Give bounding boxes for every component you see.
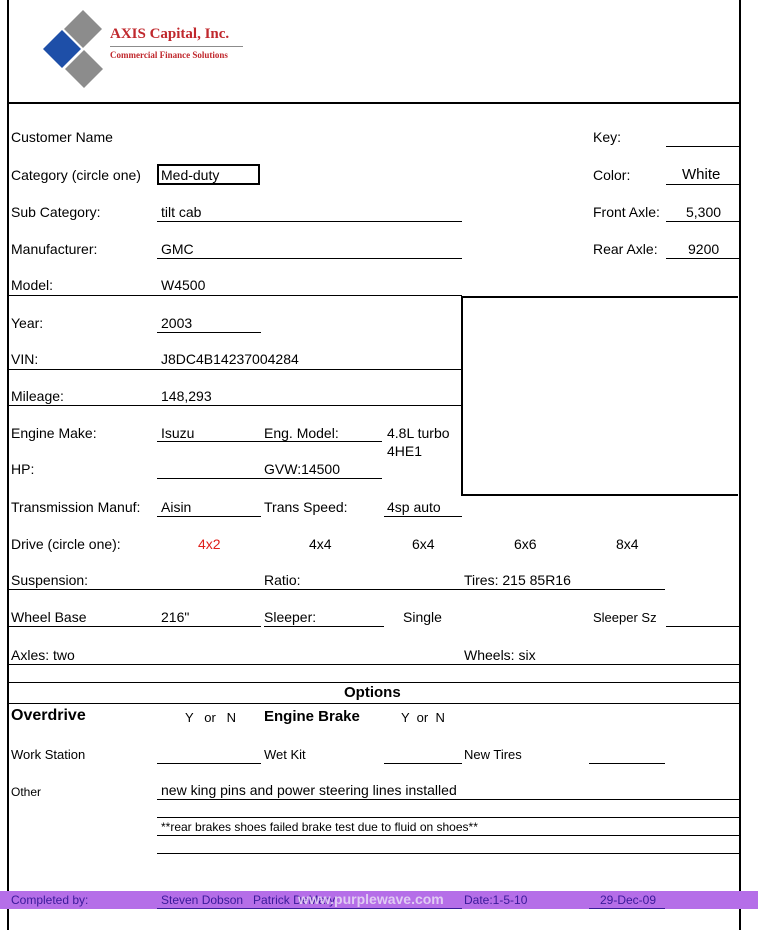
front-axle-line <box>666 221 740 222</box>
options-title: Options <box>344 684 401 701</box>
other-line-3 <box>157 835 740 836</box>
eng-model-label: Eng. Model: <box>264 425 339 441</box>
wheel-base-line <box>9 626 261 627</box>
hp-line <box>157 478 382 479</box>
completed-by-names: Steven Dobson Patrick DeMary <box>161 893 336 907</box>
drive-option-4x4[interactable]: 4x4 <box>309 536 332 552</box>
completed-date-line <box>589 908 665 909</box>
work-station-label: Work Station <box>11 747 86 762</box>
drive-option-6x4[interactable]: 6x4 <box>412 536 435 552</box>
rear-axle-value: 9200 <box>688 241 720 257</box>
sleeper-line <box>264 626 384 627</box>
rear-axle-label: Rear Axle: <box>593 241 658 257</box>
front-axle-label: Front Axle: <box>593 204 660 220</box>
drive-option-6x6[interactable]: 6x6 <box>514 536 537 552</box>
watermark-text: www.purplewave.com <box>298 891 444 907</box>
rear-axle-line <box>666 258 740 259</box>
year-value: 2003 <box>161 315 193 331</box>
manufacturer-value: GMC <box>161 241 194 257</box>
engine-make-value: Isuzu <box>161 425 195 441</box>
overdrive-yes-no[interactable]: Y or N <box>185 710 237 725</box>
drive-option-4x2[interactable]: 4x2 <box>198 536 221 552</box>
manufacturer-line <box>157 258 462 259</box>
other-note-2: **rear brakes shoes failed brake test due to fluid on shoes** <box>161 820 478 834</box>
trans-speed-line <box>384 516 462 517</box>
drive-label: Drive (circle one): <box>11 536 121 552</box>
completed-by-line <box>157 908 462 909</box>
wet-kit-label: Wet Kit <box>264 747 306 762</box>
category-value: Med-duty <box>161 167 220 183</box>
color-field-line <box>666 184 740 185</box>
trans-speed-label: Trans Speed: <box>264 499 348 515</box>
suspension-line <box>9 589 665 590</box>
sleeper-sz-line <box>666 626 740 627</box>
other-line-4 <box>157 853 740 854</box>
sub-category-value: tilt cab <box>161 204 202 220</box>
color-label: Color: <box>593 167 631 183</box>
vehicle-photo-box <box>461 296 738 496</box>
category-label: Category (circle one) <box>11 167 141 183</box>
axles-value: Axles: two <box>11 647 75 663</box>
wet-kit-line <box>384 763 462 764</box>
logo-diamond-icon <box>40 10 120 90</box>
suspension-label: Suspension: <box>11 572 89 588</box>
other-line-1 <box>157 799 740 800</box>
sub-category-line <box>157 221 462 222</box>
vin-value: J8DC4B14237004284 <box>161 351 299 367</box>
header-divider <box>7 102 741 104</box>
sleeper-label: Sleeper: <box>264 609 317 625</box>
model-label: Model: <box>11 277 54 293</box>
tires-value: Tires: 215 85R16 <box>464 572 571 588</box>
manufacturer-label: Manufacturer: <box>11 241 98 257</box>
sleeper-value: Single <box>403 609 442 625</box>
new-tires-line <box>589 763 665 764</box>
engine-make-line <box>157 441 382 442</box>
key-field-line <box>666 146 740 147</box>
mileage-label: Mileage: <box>11 388 64 404</box>
front-axle-value: 5,300 <box>686 204 722 220</box>
new-tires-label: New Tires <box>464 747 522 762</box>
model-line <box>9 295 462 296</box>
trans-manuf-value: Aisin <box>161 499 192 515</box>
eng-model-value-2: 4HE1 <box>387 443 423 459</box>
options-top-line <box>9 682 740 683</box>
axles-line <box>9 664 740 665</box>
engine-make-label: Engine Make: <box>11 425 97 441</box>
options-bottom-line <box>9 703 740 704</box>
color-value: White <box>682 166 721 183</box>
completed-date: Date:1-5-10 <box>464 893 528 907</box>
key-label: Key: <box>593 129 622 145</box>
overdrive-label: Overdrive <box>11 707 86 724</box>
sub-category-label: Sub Category: <box>11 204 101 220</box>
year-label: Year: <box>11 315 44 331</box>
wheel-base-label: Wheel Base <box>11 609 87 625</box>
logo-rule <box>110 46 243 47</box>
mileage-line <box>9 405 462 406</box>
vin-line <box>9 369 462 370</box>
hp-label: HP: <box>11 461 35 477</box>
engine-brake-yes-no[interactable]: Y or N <box>401 710 445 725</box>
drive-option-8x4[interactable]: 8x4 <box>616 536 639 552</box>
company-logo <box>40 10 250 90</box>
trans-manuf-line <box>157 516 261 517</box>
year-line <box>157 332 261 333</box>
trans-speed-value: 4sp auto <box>387 499 441 515</box>
form-border-left <box>7 0 9 930</box>
wheel-base-value: 216" <box>161 609 190 625</box>
customer-name-label: Customer Name <box>11 129 113 145</box>
company-name: AXIS Capital, Inc. <box>110 26 230 42</box>
other-label: Other <box>11 785 42 799</box>
other-note-1: new king pins and power steering lines installed <box>161 782 457 798</box>
work-station-line <box>157 763 261 764</box>
vin-label: VIN: <box>11 351 39 367</box>
company-tagline: Commercial Finance Solutions <box>110 50 228 60</box>
trans-manuf-label: Transmission Manuf: <box>11 499 141 515</box>
model-value: W4500 <box>161 277 206 293</box>
mileage-value: 148,293 <box>161 388 212 404</box>
engine-brake-label: Engine Brake <box>264 708 360 725</box>
gvw-value: GVW:14500 <box>264 461 341 477</box>
wheels-value: Wheels: six <box>464 647 536 663</box>
eng-model-value: 4.8L turbo <box>387 425 450 441</box>
sleeper-sz-label: Sleeper Sz <box>593 610 657 625</box>
other-line-2 <box>157 817 740 818</box>
ratio-label: Ratio: <box>264 572 301 588</box>
completed-date-2: 29-Dec-09 <box>600 893 657 907</box>
completed-by-label: Completed by: <box>11 893 89 907</box>
form-border-right <box>739 0 741 930</box>
